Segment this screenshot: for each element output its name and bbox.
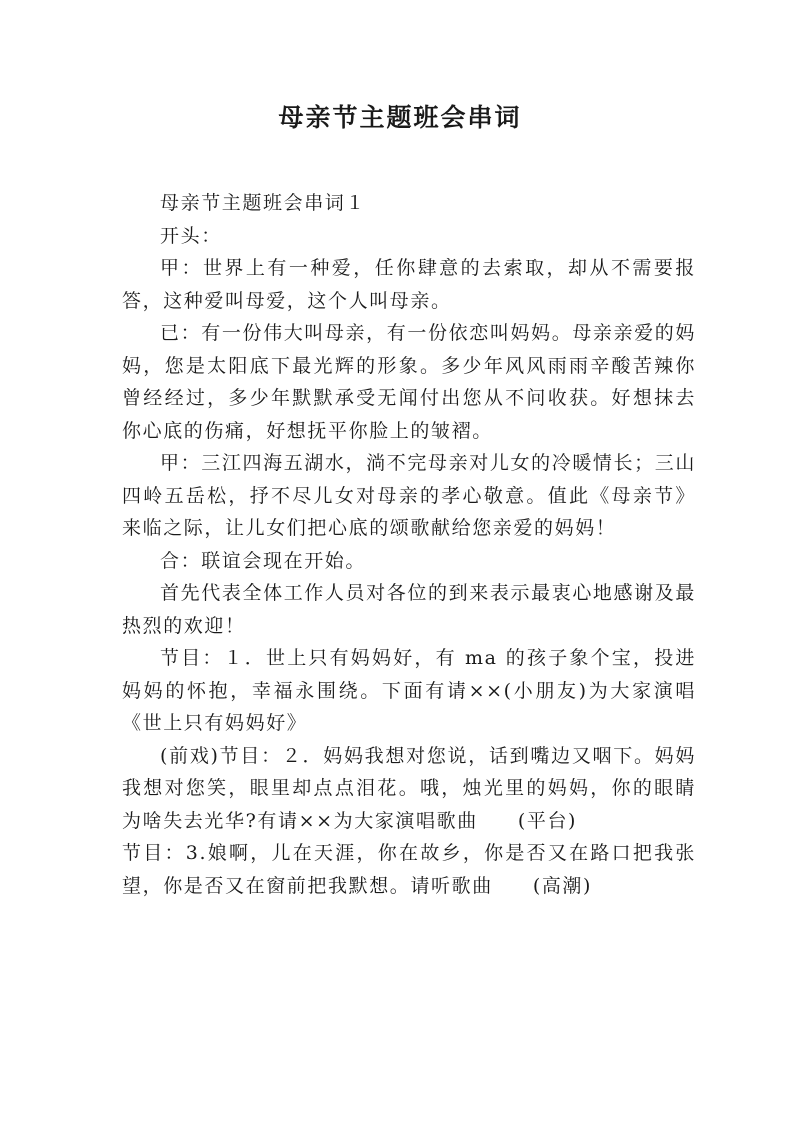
paragraph-program-3 xyxy=(122,837,696,902)
program-3-text: 节目：3.娘啊，儿在天涯，你在故乡，你是否又在路口把我张望，你是否又在窗前把我默想。请听歌曲 xyxy=(122,842,696,897)
paragraph-jia-2: 甲：三江四海五湖水，淌不完母亲对儿女的冷暖情长；三山四岭五岳松，抒不尽儿女对母亲的孝心敬意。值此《母亲节》来临之际，让儿女们把心底的颂歌献给您亲爱的妈妈！ xyxy=(122,452,696,539)
paragraph-program-1: 节目：１．世上只有妈妈好，有 ma 的孩子象个宝，投进妈妈的怀抱，幸福永围绕。下面有请××(小朋友)为大家演唱《世上只有妈妈好》 xyxy=(122,647,696,734)
section-heading: 母亲节主题班会串词１ xyxy=(160,192,367,214)
program-2-text: (前戏)节目：２．妈妈我想对您说，话到嘴边又咽下。妈妈我想对您笑，眼里却点点泪花。哦，烛光里的妈妈，你的眼睛为啥失去光华?有请××为大家演唱歌曲 xyxy=(122,744,696,832)
program-2-stage-note: (平台) xyxy=(517,809,578,832)
paragraph-welcome: 首先代表全体工作人员对各位的到来表示最衷心地感谢及最热烈的欢迎！ xyxy=(122,582,696,637)
paragraph-jia-1: 甲：世界上有一种爱，任你肆意的去索取，却从不需要报答，这种爱叫母爱，这个人叫母亲。 xyxy=(122,257,696,312)
opening-label: 开头： xyxy=(160,224,222,247)
paragraph-program-2 xyxy=(122,740,696,838)
document-title: 母亲节主题班会串词 xyxy=(278,103,522,132)
paragraph-he: 合：联谊会现在开始。 xyxy=(160,549,367,572)
program-3-stage-note: (高潮) xyxy=(532,874,593,897)
paragraph-yi: 已：有一份伟大叫母亲，有一份依恋叫妈妈。母亲亲爱的妈妈，您是太阳底下最光辉的形象。多少年风风雨雨辛酸苦辣你曾经经过，多少年默默承受无闻付出您从不问收获。好想抹去你心底的伤痛，好想抚平你脸上的皱褶。 xyxy=(122,322,696,442)
document-body xyxy=(122,187,696,902)
